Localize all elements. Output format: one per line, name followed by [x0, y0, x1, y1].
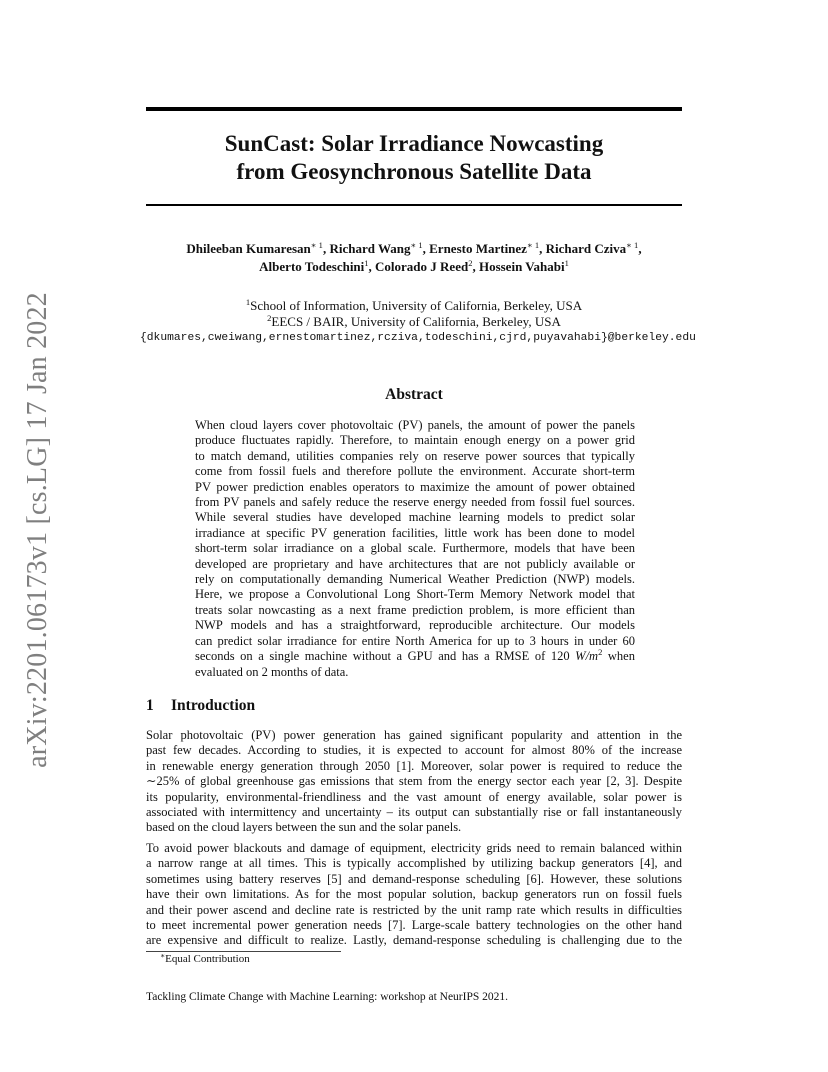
- author-sup: 2: [468, 258, 473, 268]
- title-top-rule: [146, 107, 682, 111]
- section-heading-introduction: [146, 697, 255, 715]
- abstract-line: evaluated on 2 months of data.: [195, 664, 349, 679]
- footnote-rule: [146, 951, 341, 952]
- abstract-body: [195, 418, 635, 680]
- author-name: Alberto Todeschini: [259, 259, 365, 274]
- author-name: Colorado J Reed: [375, 259, 469, 274]
- paragraph-line: associated with intermittency and uncertainty – its output can substantially rise or fall instantaneously: [146, 805, 682, 820]
- section-title: Introduction: [171, 697, 256, 714]
- title-line-1: SunCast: Solar Irradiance Nowcasting: [224, 131, 604, 156]
- abstract-line: rely on computationally demanding Numerical Weather Prediction (NWP) models.: [195, 572, 635, 587]
- author-name: Hossein Vahabi: [478, 259, 565, 274]
- abstract-line: Here, we propose a Convolutional Long Short-Term Memory Network model that: [195, 587, 635, 602]
- author-sup: 1: [364, 258, 369, 268]
- abstract-line: from PV panels and safely reduce the reserve energy needed from fossil fuel sources.: [195, 495, 635, 510]
- paragraph-line: ∼25% of global greenhouse gas emissions that stem from the energy sector each year [2, 3]. Despite: [146, 774, 682, 789]
- paragraph-line: Solar photovoltaic (PV) power generation has gained significant popularity and attention in the: [146, 728, 682, 742]
- abstract-line: treats solar nowcasting as a next frame prediction problem, is more efficient than: [195, 602, 635, 617]
- abstract-line: irradiance at specific PV generation facilities, little work has been done to model: [195, 525, 635, 540]
- paragraph-line: based on the cloud layers between the sun and the solar panels.: [146, 820, 462, 835]
- abstract-line: PV power prediction enables operators to maximize the amount of power obtained: [195, 479, 635, 494]
- rmse-unit: W/m: [575, 649, 599, 664]
- author-name: Ernesto Martinez: [429, 241, 527, 256]
- intro-paragraph-1: [146, 728, 682, 836]
- author-sup: ∗ 1: [626, 240, 639, 250]
- abstract-line: produce fluctuates rapidly. Therefore, to maintain enough energy on a power grid: [195, 433, 635, 448]
- affiliation-2: $^2$EECS / BAIR, University of California, Berkeley, USA: [267, 313, 561, 329]
- author-sup: 1: [564, 258, 569, 268]
- abstract-line: NWP models and has a straightforward, reproducible architecture. Our models: [195, 618, 635, 633]
- affiliation-1: $^1$School of Information, University of California, Berkeley, USA: [245, 297, 583, 313]
- abstract-line: to match demand, utilities companies rely on reserve power sources that typically: [195, 448, 635, 463]
- abstract-line: developed are proprietary and have architectures that are not publicly available or: [195, 556, 635, 571]
- paragraph-line: to meet incremental power generation needs [7]. Large-scale battery technologies on the other hand: [146, 918, 682, 933]
- arxiv-stamp: [0, 0, 80, 1072]
- paragraph-line: and their power ascend and decline rate is restricted by the unit ramp rate which results in difficulties: [146, 902, 682, 917]
- intro-paragraph-2: [146, 841, 682, 949]
- abstract-line: can predict solar irradiance for entire North America for up to 3 hours in under 60: [195, 633, 635, 648]
- footnote-mark: ∗: [160, 951, 166, 960]
- paragraph-line: a narrow range at all times. This is typically accomplished by utilizing backup generators [4], and: [146, 856, 682, 871]
- paragraph-line: its popularity, environmental-friendliness and the vast amount of energy available, solar power is: [146, 789, 682, 804]
- venue-line: Tackling Climate Change with Machine Learning: workshop at NeurIPS 2021.: [146, 991, 509, 1003]
- title-line-2: from Geosynchronous Satellite Data: [236, 159, 592, 184]
- arxiv-id-text: arXiv:2201.06173v1 [cs.LG] 17 Jan 2022: [22, 292, 53, 768]
- footnote-text: Equal Contribution: [165, 953, 250, 965]
- abstract-line: When cloud layers cover photovoltaic (PV) panels, the amount of power the panels: [195, 418, 635, 432]
- author-sup: ∗ 1: [310, 240, 323, 250]
- abstract-line: come from fossil fuels and therefore pollute the environment. Accurate short-term: [195, 464, 635, 479]
- author-line-1: Dhileeban Kumaresan$^{∗ 1}$, Richard Wang$^{∗ 1}$, Ernesto Martinez$^{∗ 1}$, Richard Cziva$^{∗ 1}$,: [186, 240, 642, 256]
- author-list: [146, 240, 682, 276]
- author-name: Richard Cziva: [545, 241, 627, 256]
- title-bottom-rule: [146, 204, 682, 206]
- abstract-line: short-term solar irradiance on a global scale. Furthermore, models that have been: [195, 541, 635, 556]
- abstract-line: seconds on a single machine without a GPU and has a RMSE of 120 $W/m^2$ when: [195, 647, 635, 664]
- affiliations: [140, 297, 696, 346]
- footnote: [160, 953, 250, 965]
- paragraph-line: have their own limitations. As for the most popular solution, backup generators run on fossil fuels: [146, 887, 682, 902]
- author-line-2: Alberto Todeschini$^1$, Colorado J Reed$^2$, Hossein Vahabi$^1$: [259, 258, 569, 274]
- author-emails: {dkumares,cweiwang,ernestomartinez,rcziva,todeschini,cjrd,puyavahabi}@berkeley.edu: [140, 332, 696, 344]
- paragraph-line: are expensive and difficult to realize. Lastly, demand-response scheduling is challenging due to the: [146, 933, 682, 948]
- author-name: Richard Wang: [329, 241, 411, 256]
- paragraph-line: To avoid power blackouts and damage of equipment, electricity grids need to remain balanced within: [146, 841, 682, 855]
- author-sup: ∗ 1: [410, 240, 423, 250]
- paper-title: [146, 130, 682, 186]
- section-number: 1: [146, 697, 154, 714]
- author-name: Dhileeban Kumaresan: [186, 241, 311, 256]
- author-sup: ∗ 1: [526, 240, 540, 250]
- paragraph-line: past few decades. According to studies, it is expected to account for almost 80% of the increase: [146, 743, 682, 758]
- abstract-line: While several studies have developed machine learning models to predict solar: [195, 510, 635, 525]
- abstract-heading: Abstract: [385, 386, 443, 403]
- paragraph-line: sometimes using battery reserves [5] and demand-response scheduling [6]. However, these solutions: [146, 871, 682, 886]
- paragraph-line: in renewable energy generation through 2050 [1]. Moreover, solar power is required to reduce the: [146, 758, 682, 773]
